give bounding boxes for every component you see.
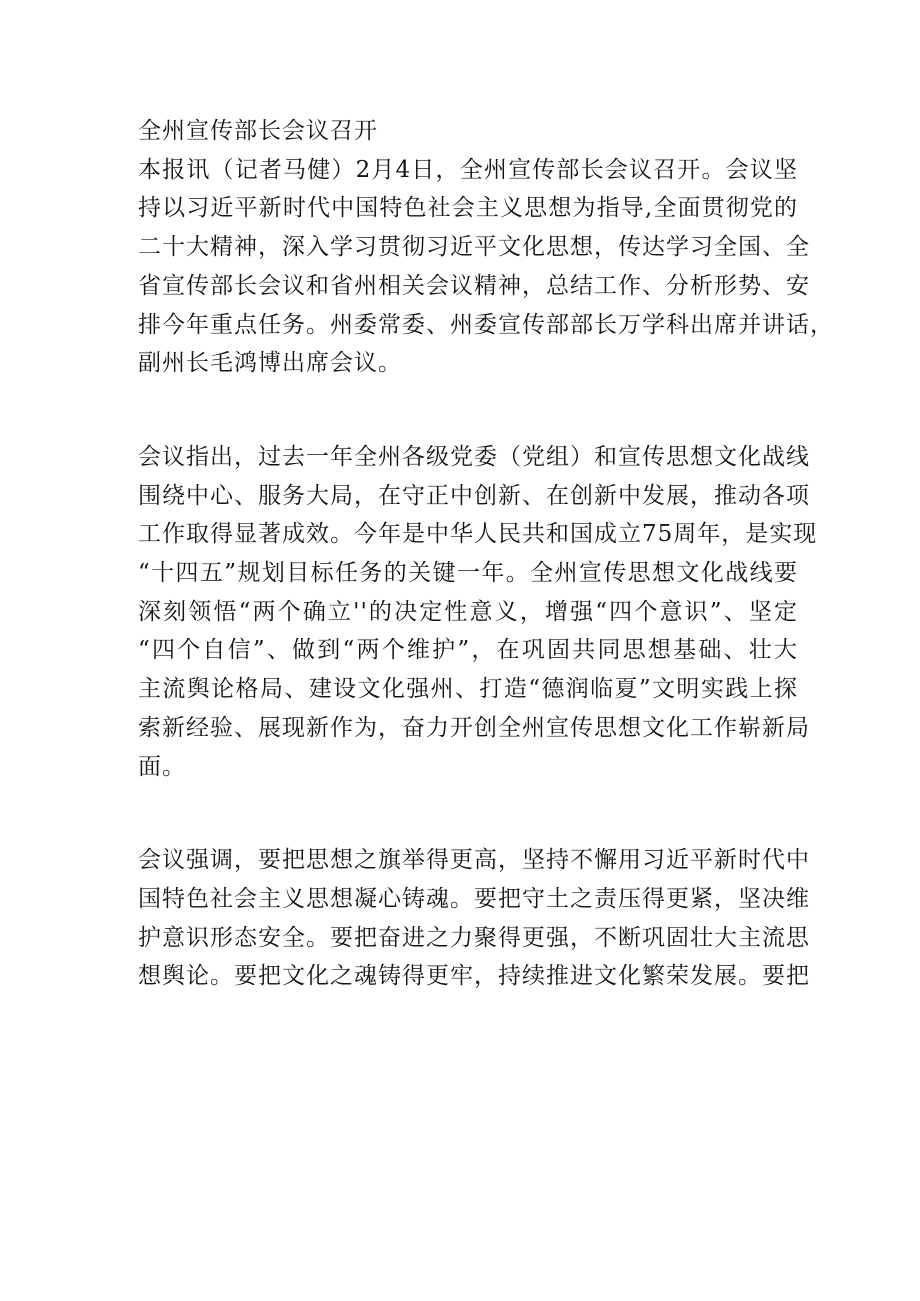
text-line: 工作取得显著成效。今年是中华人民共和国成立75周年，是实现	[138, 521, 818, 548]
text-line: 索新经验、展现新作为，奋力开创全州宣传思想文化工作崭新局	[138, 714, 810, 741]
text-line: 二十大精神，深入学习贯彻习近平文化思想，传达学习全国、全	[138, 234, 810, 261]
paragraph-3	[138, 841, 810, 996]
paragraph-1	[138, 151, 834, 383]
paragraph-2	[138, 438, 818, 786]
text-line: 省宣传部长会议和省州相关会议精神，总结工作、分析形势、安	[138, 272, 810, 299]
text-line: 本报讯（记者马健）2月4日，全州宣传部长会议召开。会议坚	[138, 156, 798, 183]
text-line: 深刻领悟“两个确立''的决定性意义，增强“四个意识”、坚定	[138, 598, 798, 625]
paragraph-spacer	[138, 383, 798, 438]
text-line: “十四五”规划目标任务的关键一年。全州宣传思想文化战线要	[138, 560, 798, 587]
text-line: 护意识形态安全。要把奋进之力聚得更强，不断巩固壮大主流思	[138, 924, 810, 951]
text-line: 副州长毛鸿博出席会议。	[138, 350, 402, 377]
article-body	[138, 112, 834, 996]
article-title: 全州宣传部长会议召开	[138, 118, 378, 144]
text-line: “四个自信”、做到“两个维护”，在巩固共同思想基础、壮大	[138, 637, 798, 664]
text-line: 想舆论。要把文化之魂铸得更牢，持续推进文化繁荣发展。要把	[138, 963, 810, 990]
text-line: 围绕中心、服务大局，在守正中创新、在创新中发展，推动各项	[138, 482, 810, 509]
paragraph-spacer	[138, 786, 798, 841]
text-line: 面。	[138, 753, 186, 780]
text-line: 会议指出，过去一年全州各级党委（党组）和宣传思想文化战线	[138, 443, 810, 470]
text-line: 持以习近平新时代中国特色社会主义思想为指导,全面贯彻党的	[138, 195, 798, 222]
text-line: 排今年重点任务。州委常委、州委宣传部部长万学科出席并讲话，	[138, 311, 834, 338]
text-line: 国特色社会主义思想凝心铸魂。要把守土之责压得更紧，坚决维	[138, 885, 810, 912]
text-line: 主流舆论格局、建设文化强州、打造“德润临夏”文明实践上探	[138, 676, 798, 703]
text-line: 会议强调，要把思想之旗举得更高，坚持不懈用习近平新时代中	[138, 847, 810, 874]
